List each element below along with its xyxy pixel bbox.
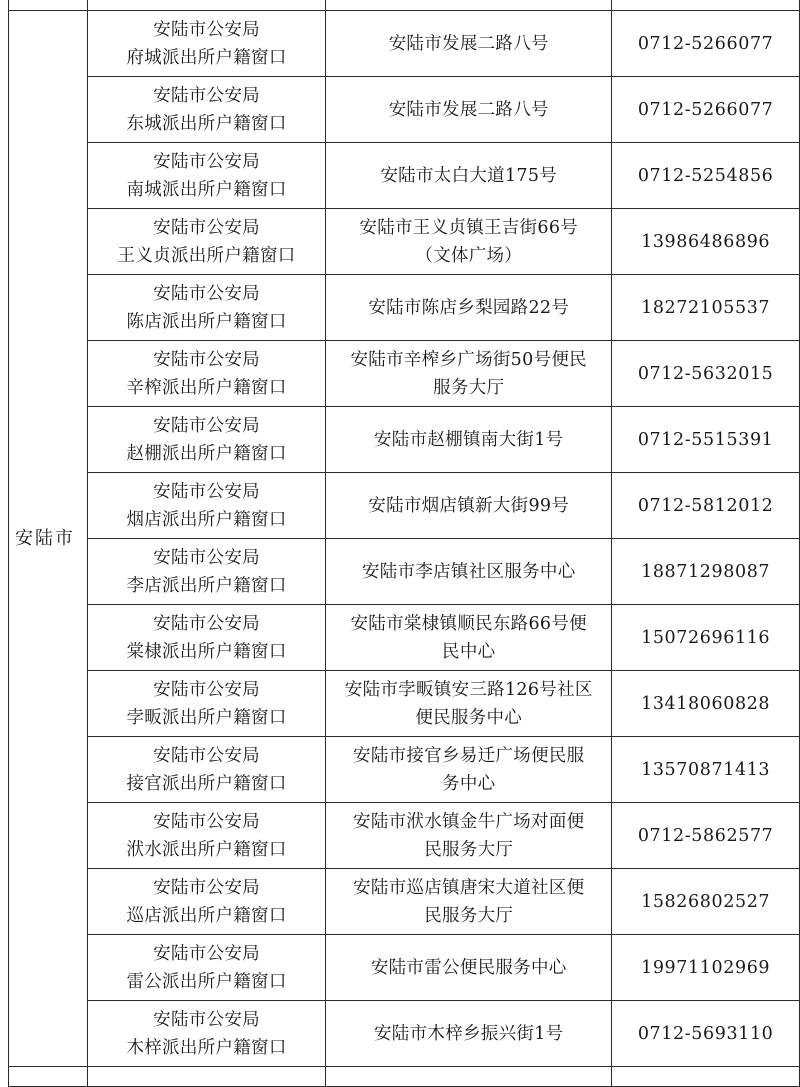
address-line2: 民中心 — [442, 641, 496, 662]
phone-cell: 13986486896 — [612, 209, 800, 275]
phone-cell: 0712-5812012 — [612, 473, 800, 539]
station-name-cell — [87, 143, 325, 209]
station-name-cell — [87, 605, 325, 671]
station-name-line2: 陈店派出所户籍窗口 — [126, 311, 287, 332]
address-line2: 服务大厅 — [433, 377, 505, 398]
table-cell — [612, 1067, 800, 1087]
phone-cell: 15826802527 — [612, 869, 800, 935]
table-cell — [87, 0, 325, 11]
address-line1: 安陆市孛畈镇安三路126号社区 — [344, 679, 593, 700]
table-cell — [87, 1067, 325, 1087]
station-name-line2: 李店派出所户籍窗口 — [126, 575, 287, 596]
address-line1: 安陆市太白大道175号 — [380, 165, 558, 186]
address-line1: 安陆市巡店镇唐宋大道社区便 — [353, 877, 585, 898]
station-name-line1: 安陆市公安局 — [153, 151, 260, 172]
station-name-line2: 棠棣派出所户籍窗口 — [126, 641, 287, 662]
station-name-line1: 安陆市公安局 — [153, 1009, 260, 1030]
phone-cell: 18871298087 — [612, 539, 800, 605]
phone-cell: 0712-5515391 — [612, 407, 800, 473]
address-line2: 便民服务中心 — [415, 707, 523, 728]
table-row — [9, 935, 800, 1001]
address-line2: 务中心 — [442, 773, 496, 794]
phone-cell: 0712-5632015 — [612, 341, 800, 407]
table-row — [9, 473, 800, 539]
table-row — [9, 605, 800, 671]
station-name-cell — [87, 737, 325, 803]
address-line1: 安陆市洑水镇金牛广场对面便 — [353, 811, 585, 832]
table-row-partial-bottom — [9, 1067, 800, 1087]
station-name-cell — [87, 803, 325, 869]
station-name-line2: 洑水派出所户籍窗口 — [126, 839, 287, 860]
address-cell — [326, 605, 612, 671]
station-name-cell — [87, 935, 325, 1001]
phone-cell: 19971102969 — [612, 935, 800, 1001]
station-name-cell — [87, 671, 325, 737]
table-row — [9, 11, 800, 77]
address-line1: 安陆市烟店镇新大街99号 — [368, 495, 570, 516]
station-name-line2: 雷公派出所户籍窗口 — [126, 971, 287, 992]
station-name-line2: 巡店派出所户籍窗口 — [126, 905, 287, 926]
household-registration-table — [8, 0, 800, 1087]
address-cell — [326, 341, 612, 407]
station-name-line1: 安陆市公安局 — [153, 745, 260, 766]
table-body — [9, 0, 800, 1087]
address-cell — [326, 473, 612, 539]
station-name-line2: 府城派出所户籍窗口 — [126, 47, 287, 68]
address-line1: 安陆市王义贞镇王吉街66号 — [359, 217, 579, 238]
phone-cell: 15072696116 — [612, 605, 800, 671]
station-name-line1: 安陆市公安局 — [153, 217, 260, 238]
phone-cell: 18272105537 — [612, 275, 800, 341]
table-row — [9, 869, 800, 935]
phone-cell: 0712-5254856 — [612, 143, 800, 209]
address-cell — [326, 803, 612, 869]
address-line1: 安陆市接官乡易迁广场便民服 — [353, 745, 585, 766]
address-line1: 安陆市发展二路八号 — [388, 99, 549, 120]
phone-cell: 13570871413 — [612, 737, 800, 803]
station-name-line1: 安陆市公安局 — [153, 679, 260, 700]
address-cell — [326, 671, 612, 737]
phone-cell: 0712-5862577 — [612, 803, 800, 869]
station-name-line1: 安陆市公安局 — [153, 877, 260, 898]
station-name-cell — [87, 539, 325, 605]
address-line1: 安陆市赵棚镇南大街1号 — [374, 429, 564, 450]
address-line1: 安陆市辛榨乡广场街50号便民 — [350, 349, 587, 370]
address-cell — [326, 869, 612, 935]
table-row-partial-top — [9, 0, 800, 11]
station-name-cell — [87, 341, 325, 407]
phone-cell: 0712-5266077 — [612, 77, 800, 143]
address-line2: （文体广场） — [415, 245, 523, 266]
address-line2: 民服务大厅 — [424, 905, 514, 926]
station-name-line2: 南城派出所户籍窗口 — [126, 179, 287, 200]
table-row — [9, 1001, 800, 1067]
phone-cell: 13418060828 — [612, 671, 800, 737]
table-cell — [612, 0, 800, 11]
station-name-line1: 安陆市公安局 — [153, 19, 260, 40]
station-name-line1: 安陆市公安局 — [153, 349, 260, 370]
address-cell — [326, 275, 612, 341]
address-cell — [326, 407, 612, 473]
address-cell — [326, 143, 612, 209]
station-name-cell — [87, 1001, 325, 1067]
station-name-line2: 辛榨派出所户籍窗口 — [126, 377, 287, 398]
table-cell — [9, 1067, 88, 1087]
table-row — [9, 275, 800, 341]
station-name-cell — [87, 407, 325, 473]
station-name-line1: 安陆市公安局 — [153, 613, 260, 634]
station-name-line1: 安陆市公安局 — [153, 547, 260, 568]
address-line2: 民服务大厅 — [424, 839, 514, 860]
station-name-line2: 赵棚派出所户籍窗口 — [126, 443, 287, 464]
station-name-cell — [87, 77, 325, 143]
address-cell — [326, 11, 612, 77]
phone-cell: 0712-5266077 — [612, 11, 800, 77]
address-line1: 安陆市李店镇社区服务中心 — [361, 561, 576, 582]
address-line1: 安陆市棠棣镇顺民东路66号便 — [350, 613, 587, 634]
station-name-line1: 安陆市公安局 — [153, 85, 260, 106]
table-row — [9, 77, 800, 143]
address-line1: 安陆市发展二路八号 — [388, 33, 549, 54]
address-line1: 安陆市雷公便民服务中心 — [370, 957, 567, 978]
station-name-line1: 安陆市公安局 — [153, 283, 260, 304]
station-name-line1: 安陆市公安局 — [153, 415, 260, 436]
table-row — [9, 341, 800, 407]
station-name-line2: 接官派出所户籍窗口 — [126, 773, 287, 794]
table-cell — [326, 1067, 612, 1087]
station-name-line2: 烟店派出所户籍窗口 — [126, 509, 287, 530]
table-cell — [9, 0, 88, 11]
phone-cell: 0712-5693110 — [612, 1001, 800, 1067]
table-row — [9, 209, 800, 275]
address-line1: 安陆市陈店乡梨园路22号 — [368, 297, 570, 318]
table-row — [9, 143, 800, 209]
station-name-line2: 王义贞派出所户籍窗口 — [117, 245, 296, 266]
address-cell — [326, 209, 612, 275]
address-cell — [326, 935, 612, 1001]
station-name-cell — [87, 275, 325, 341]
city-cell: 安陆市 — [9, 11, 88, 1067]
table-row — [9, 803, 800, 869]
address-cell — [326, 1001, 612, 1067]
station-name-line1: 安陆市公安局 — [153, 481, 260, 502]
station-name-line2: 木梓派出所户籍窗口 — [126, 1037, 287, 1058]
station-name-cell — [87, 473, 325, 539]
address-cell — [326, 737, 612, 803]
station-name-line2: 东城派出所户籍窗口 — [126, 113, 287, 134]
station-name-cell — [87, 209, 325, 275]
table-row — [9, 407, 800, 473]
address-cell — [326, 539, 612, 605]
station-name-line2: 孛畈派出所户籍窗口 — [126, 707, 287, 728]
table-cell — [326, 0, 612, 11]
station-name-line1: 安陆市公安局 — [153, 811, 260, 832]
station-name-cell — [87, 869, 325, 935]
table-row — [9, 671, 800, 737]
table-row — [9, 539, 800, 605]
station-name-cell — [87, 11, 325, 77]
address-cell — [326, 77, 612, 143]
table-row — [9, 737, 800, 803]
address-line1: 安陆市木梓乡振兴街1号 — [374, 1023, 564, 1044]
station-name-line1: 安陆市公安局 — [153, 943, 260, 964]
